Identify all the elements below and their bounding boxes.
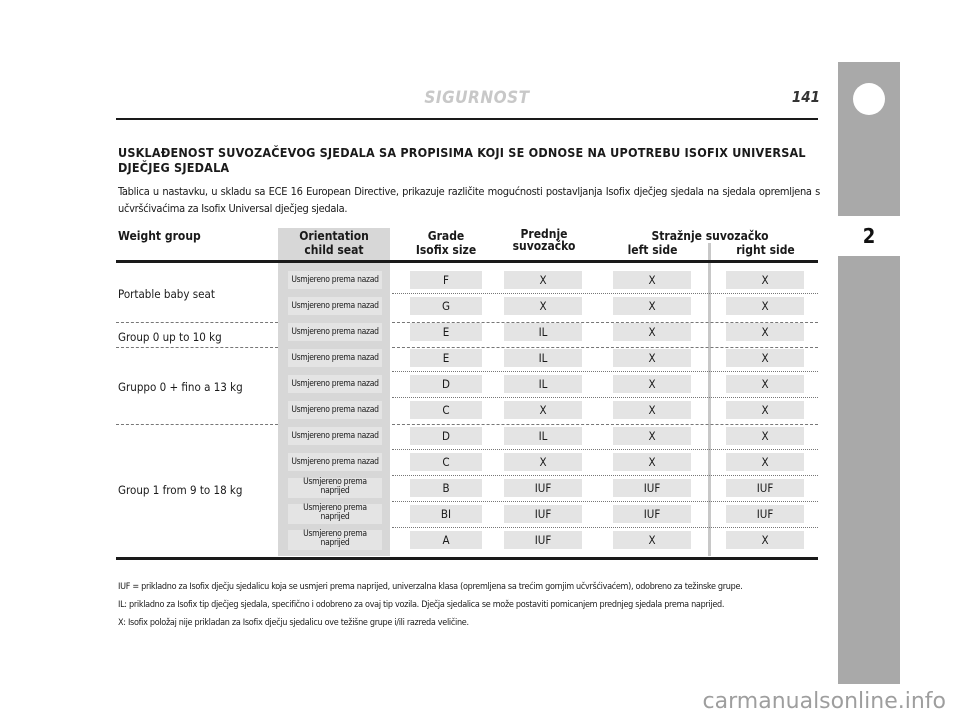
orientation-cell: Usmjereno prema nazad — [288, 427, 382, 445]
rear-column-divider — [708, 243, 711, 556]
orientation-cell: Usmjereno prema nazad — [288, 375, 382, 393]
footnote-x: X: Isofix položaj nije prikladan za Isofix dječju sjedalicu ove težišne grupe i/ili razreda veličine. — [118, 618, 469, 628]
front-cell: IUF — [504, 505, 582, 523]
left-cell: X — [613, 349, 691, 367]
sidebar-dot-icon — [853, 83, 885, 115]
orientation-line: naprijed — [320, 538, 350, 548]
col-header-front-1: Prednje — [520, 227, 568, 241]
front-cell: X — [504, 453, 582, 471]
grade-cell: D — [410, 427, 482, 445]
right-cell: X — [726, 349, 804, 367]
row-divider — [392, 371, 818, 372]
orientation-cell: Usmjereno prema nazad — [288, 349, 382, 367]
front-cell: IL — [504, 323, 582, 341]
header-rule — [116, 118, 818, 120]
grade-cell: BI — [410, 505, 482, 523]
col-header-weight-group: Weight group — [118, 229, 201, 243]
row-divider — [392, 501, 818, 502]
right-cell: X — [726, 271, 804, 289]
group-label: Portable baby seat — [118, 287, 215, 301]
front-cell: IL — [504, 427, 582, 445]
grade-cell: D — [410, 375, 482, 393]
chapter-sidebar — [838, 62, 900, 684]
front-cell: IUF — [504, 479, 582, 497]
group-label: Group 0 up to 10 kg — [118, 330, 222, 344]
page-number: 141 — [791, 88, 820, 106]
grade-cell: E — [410, 323, 482, 341]
intro-paragraph: Tablica u nastavku, u skladu sa ECE 16 European Directive, prikazuje različite mogućnosti postavljanja Isofix dječjeg sjedala na sjedala opremljena s učvršćivaćima za Isofix Universal dječjeg sjedala. — [118, 185, 820, 215]
right-cell: X — [726, 297, 804, 315]
orientation-cell: Usmjereno prema nazad — [288, 323, 382, 341]
right-cell: X — [726, 401, 804, 419]
left-cell: X — [613, 375, 691, 393]
table-bottom-rule — [116, 557, 818, 560]
right-cell: X — [726, 531, 804, 549]
orientation-line: naprijed — [320, 512, 350, 522]
right-cell: X — [726, 375, 804, 393]
col-header-left-side: left side — [627, 243, 678, 257]
group-divider — [116, 424, 278, 425]
watermark: carmanualsonline.info — [702, 689, 946, 714]
front-cell: X — [504, 297, 582, 315]
front-cell: IL — [504, 349, 582, 367]
grade-cell: E — [410, 349, 482, 367]
footnote-il: IL: prikladno za Isofix tip dječjeg sjedala, specifično i odobreno za ovaj tip vozila. Dječja sjedalica se može postaviti pomicanjem prednjeg sjedala prema naprijed. — [118, 600, 725, 610]
col-header-grade-1: Grade — [427, 229, 465, 243]
left-cell: IUF — [613, 505, 691, 523]
front-cell: IL — [504, 375, 582, 393]
group-divider — [392, 347, 818, 348]
orientation-cell: Usmjereno prema nazad — [288, 401, 382, 419]
page-heading: USKLAĐENOST SUVOZAČEVOG SJEDALA SA PROPISIMA KOJI SE ODNOSE NA UPOTREBU ISOFIX UNIVERSAL DJEČJEG SJEDALA — [118, 145, 806, 175]
orientation-line: Usmjereno prema — [303, 529, 367, 539]
row-divider — [392, 449, 818, 450]
orientation-line: Usmjereno prema — [303, 477, 367, 487]
col-header-right-side: right side — [736, 243, 795, 257]
row-divider — [392, 527, 818, 528]
left-cell: X — [613, 453, 691, 471]
orientation-line: naprijed — [320, 486, 350, 496]
orientation-cell — [288, 478, 382, 498]
grade-cell: C — [410, 401, 482, 419]
grade-cell: G — [410, 297, 482, 315]
group-divider — [116, 322, 278, 323]
left-cell: X — [613, 323, 691, 341]
section-title: SIGURNOST — [424, 88, 530, 108]
orientation-cell: Usmjereno prema nazad — [288, 453, 382, 471]
right-cell: X — [726, 323, 804, 341]
left-cell: IUF — [613, 479, 691, 497]
front-cell: X — [504, 271, 582, 289]
footnote-iuf: IUF = prikladno za Isofix dječju sjedalicu koja se usmjeri prema naprijed, univerzalna klasa (opremljena sa trećim gornjim učvršćivaćem), odobreno za težinske grupe. — [118, 582, 743, 592]
left-cell: X — [613, 531, 691, 549]
right-cell: X — [726, 427, 804, 445]
orientation-line: Usmjereno prema — [303, 503, 367, 513]
row-divider — [392, 293, 818, 294]
left-cell: X — [613, 427, 691, 445]
col-header-orientation-2: child seat — [304, 243, 364, 257]
left-cell: X — [613, 401, 691, 419]
grade-cell: C — [410, 453, 482, 471]
group-divider — [392, 424, 818, 425]
col-header-rear: Stražnje suvozačko — [651, 229, 769, 243]
orientation-cell: Usmjereno prema nazad — [288, 271, 382, 289]
right-cell: IUF — [726, 479, 804, 497]
grade-cell: A — [410, 531, 482, 549]
right-cell: IUF — [726, 505, 804, 523]
group-label: Group 1 from 9 to 18 kg — [118, 483, 243, 497]
chapter-number: 2 — [862, 224, 876, 248]
group-divider — [116, 347, 278, 348]
front-cell: X — [504, 401, 582, 419]
grade-cell: B — [410, 479, 482, 497]
orientation-cell: Usmjereno prema nazad — [288, 297, 382, 315]
left-cell: X — [613, 297, 691, 315]
front-cell: IUF — [504, 531, 582, 549]
col-header-grade-2: Isofix size — [415, 243, 477, 257]
col-header-orientation-1: Orientation — [299, 229, 369, 243]
col-header-front-2: suvozačko — [512, 239, 576, 253]
group-label: Gruppo 0 + fino a 13 kg — [118, 380, 243, 394]
row-divider — [392, 475, 818, 476]
orientation-cell — [288, 504, 382, 524]
orientation-cell — [288, 530, 382, 550]
grade-cell: F — [410, 271, 482, 289]
right-cell: X — [726, 453, 804, 471]
table-header-rule — [116, 260, 818, 263]
row-divider — [392, 397, 818, 398]
left-cell: X — [613, 271, 691, 289]
